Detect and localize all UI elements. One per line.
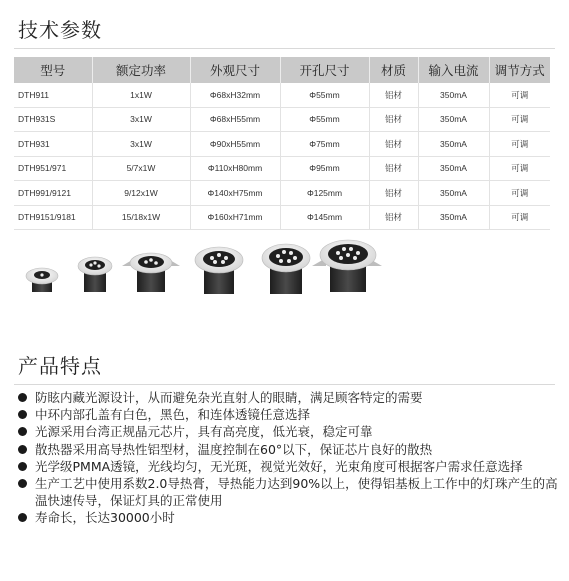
table-header-row (14, 57, 550, 83)
cell-cutout: Φ55mm (280, 107, 369, 132)
cell-adjust: 可调 (489, 156, 550, 181)
bullet-icon (18, 445, 27, 454)
header-current: 输入电流 (418, 57, 489, 83)
cell-current: 350mA (418, 205, 489, 230)
feature-text: 光源采用台湾正规晶元芯片，具有高亮度，低光衰，稳定可靠 (35, 424, 373, 440)
cell-model: DTH991/9121 (14, 181, 92, 206)
cell-cutout: Φ145mm (280, 205, 369, 230)
cell-power: 5/7x1W (92, 156, 190, 181)
cell-material: 铝材 (369, 83, 418, 107)
cell-power: 1x1W (92, 83, 190, 107)
cell-power: 3x1W (92, 107, 190, 132)
feature-text: 防眩内藏光源设计，从而避免杂光直射人的眼睛，满足顾客特定的需要 (35, 390, 423, 405)
table-row (14, 83, 550, 107)
table-row (14, 181, 550, 206)
cell-adjust: 可调 (489, 83, 550, 107)
bullet-icon (18, 479, 27, 488)
cell-material: 铝材 (369, 132, 418, 157)
list-item (14, 458, 559, 475)
spec-divider (14, 48, 555, 49)
spec-section-title: 技术参数 (18, 18, 102, 42)
bullet-icon (18, 427, 27, 436)
cell-power: 9/12x1W (92, 181, 190, 206)
cell-material: 铝材 (369, 107, 418, 132)
cell-size: Φ68xH32mm (190, 83, 280, 107)
bullet-icon (18, 513, 27, 522)
cell-model: DTH9151/9181 (14, 205, 92, 230)
feature-text: 中环内部孔盖有白色，黑色，和连体透镜任意选择 (35, 407, 311, 423)
cell-cutout: Φ55mm (280, 83, 369, 107)
feature-text: 光学级PMMA透镜，光线均匀，无光斑，视觉光效好，光束角度可根据客户需求任意选择 (35, 458, 523, 474)
list-item (14, 509, 559, 526)
cell-power: 15/18x1W (92, 205, 190, 230)
table-row (14, 205, 550, 230)
cell-current: 350mA (418, 181, 489, 206)
cell-current: 350mA (418, 107, 489, 132)
cell-cutout: Φ95mm (280, 156, 369, 181)
cell-adjust: 可调 (489, 205, 550, 230)
cell-adjust: 可调 (489, 107, 550, 132)
feature-list (14, 389, 559, 527)
lamp-dth9151 (312, 240, 382, 292)
bullet-icon (18, 410, 27, 419)
header-material: 材质 (369, 57, 418, 83)
products-image (14, 236, 554, 306)
list-item (14, 441, 559, 458)
cell-size: Φ90xH55mm (190, 132, 280, 157)
cell-current: 350mA (418, 83, 489, 107)
lamp-dth991 (262, 244, 310, 294)
bullet-icon (18, 393, 27, 402)
cell-size: Φ140xH75mm (190, 181, 280, 206)
cell-current: 350mA (418, 156, 489, 181)
cell-material: 铝材 (369, 205, 418, 230)
lamp-dth911 (26, 268, 58, 292)
list-item (14, 389, 559, 406)
cell-material: 铝材 (369, 156, 418, 181)
cell-model: DTH951/971 (14, 156, 92, 181)
lamp-dth931s (78, 257, 112, 292)
led-downlight-products-icon (14, 236, 554, 306)
header-model: 型号 (14, 57, 92, 83)
cell-size: Φ110xH80mm (190, 156, 280, 181)
header-size: 外观尺寸 (190, 57, 280, 83)
features-section-title: 产品特点 (18, 354, 102, 378)
spec-table (14, 57, 550, 230)
header-power: 额定功率 (92, 57, 190, 83)
cell-cutout: Φ125mm (280, 181, 369, 206)
header-cutout: 开孔尺寸 (280, 57, 369, 83)
cell-power: 3x1W (92, 132, 190, 157)
bullet-icon (18, 462, 27, 471)
feature-text: 散热器采用高导热性铝型材，温度控制在60°以下，保证芯片良好的散热 (35, 441, 433, 457)
cell-cutout: Φ75mm (280, 132, 369, 157)
table-row (14, 156, 550, 181)
header-adjust: 调节方式 (489, 57, 550, 83)
cell-adjust: 可调 (489, 132, 550, 157)
list-item (14, 475, 559, 509)
cell-material: 铝材 (369, 181, 418, 206)
table-row (14, 132, 550, 157)
cell-model: DTH931 (14, 132, 92, 157)
features-divider (14, 384, 555, 385)
table-row (14, 107, 550, 132)
feature-text: 生产工艺中使用系数2.0导热膏，导热能力达到90%以上，使得铝基板上工作中的灯珠产生的高温快速传导，保证灯具的正常使用 (35, 476, 558, 509)
cell-size: Φ160xH71mm (190, 205, 280, 230)
cell-adjust: 可调 (489, 181, 550, 206)
cell-model: DTH931S (14, 107, 92, 132)
cell-current: 350mA (418, 132, 489, 157)
lamp-dth951 (195, 247, 243, 294)
list-item (14, 423, 559, 440)
lamp-dth931 (122, 253, 180, 292)
list-item (14, 406, 559, 423)
cell-model: DTH911 (14, 83, 92, 107)
feature-text: 寿命长，长达30000小时 (35, 510, 175, 526)
cell-size: Φ68xH55mm (190, 107, 280, 132)
